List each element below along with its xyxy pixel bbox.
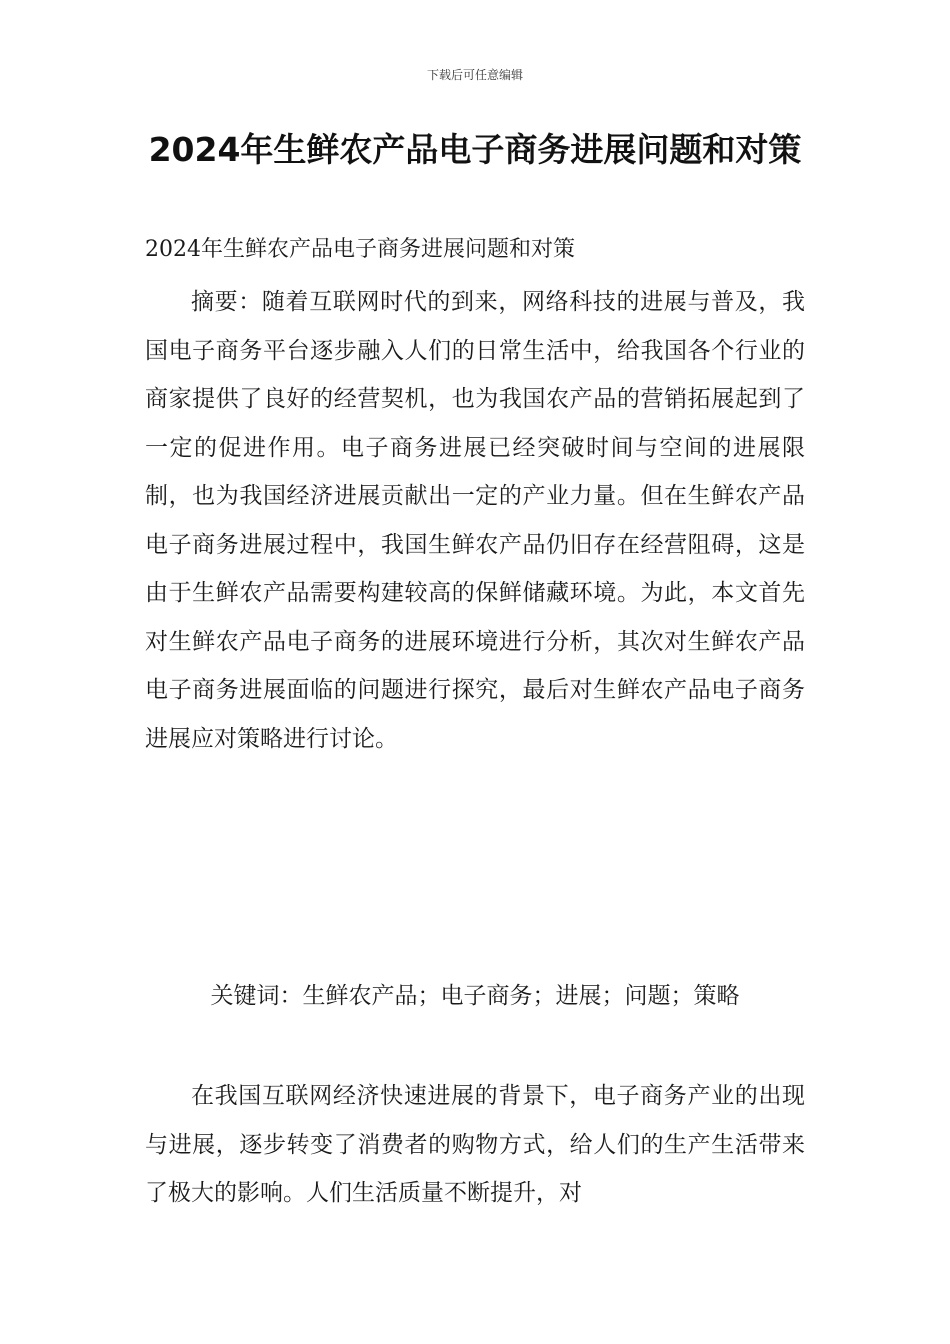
- document-subtitle: 2024年生鲜农产品电子商务进展问题和对策: [145, 237, 575, 262]
- intro-paragraph: 在我国互联网经济快速进展的背景下，电子商务产业的出现与进展，逐步转变了消费者的购物方式，给人们的生产生活带来了极大的影响。人们生活质量不断提升，对: [145, 1083, 805, 1206]
- abstract-paragraph: 摘要：随着互联网时代的到来，网络科技的进展与普及，我国电子商务平台逐步融入人们的日常生活中，给我国各个行业的商家提供了良好的经营契机，也为我国农产品的营销拓展起到了一定的促进作用。电子商务进展已经突破时间与空间的进展限制，也为我国经济进展贡献出一定的产业力量。但在生鲜农产品电子商务进展过程中，我国生鲜农产品仍旧存在经营阻碍，这是由于生鲜农产品需要构建较高的保鲜储藏环境。为此，本文首先对生鲜农产品电子商务的进展环境进行分析，其次对生鲜农产品电子商务进展面临的问题进行探究，最后对生鲜农产品电子商务进展应对策略进行讨论。: [145, 289, 805, 752]
- document-title: 2024年生鲜农产品电子商务进展问题和对策: [148, 130, 802, 169]
- keywords-line: 关键词：生鲜农产品；电子商务；进展；问题；策略: [210, 983, 740, 1009]
- header-note: 下载后可任意编辑: [426, 68, 523, 82]
